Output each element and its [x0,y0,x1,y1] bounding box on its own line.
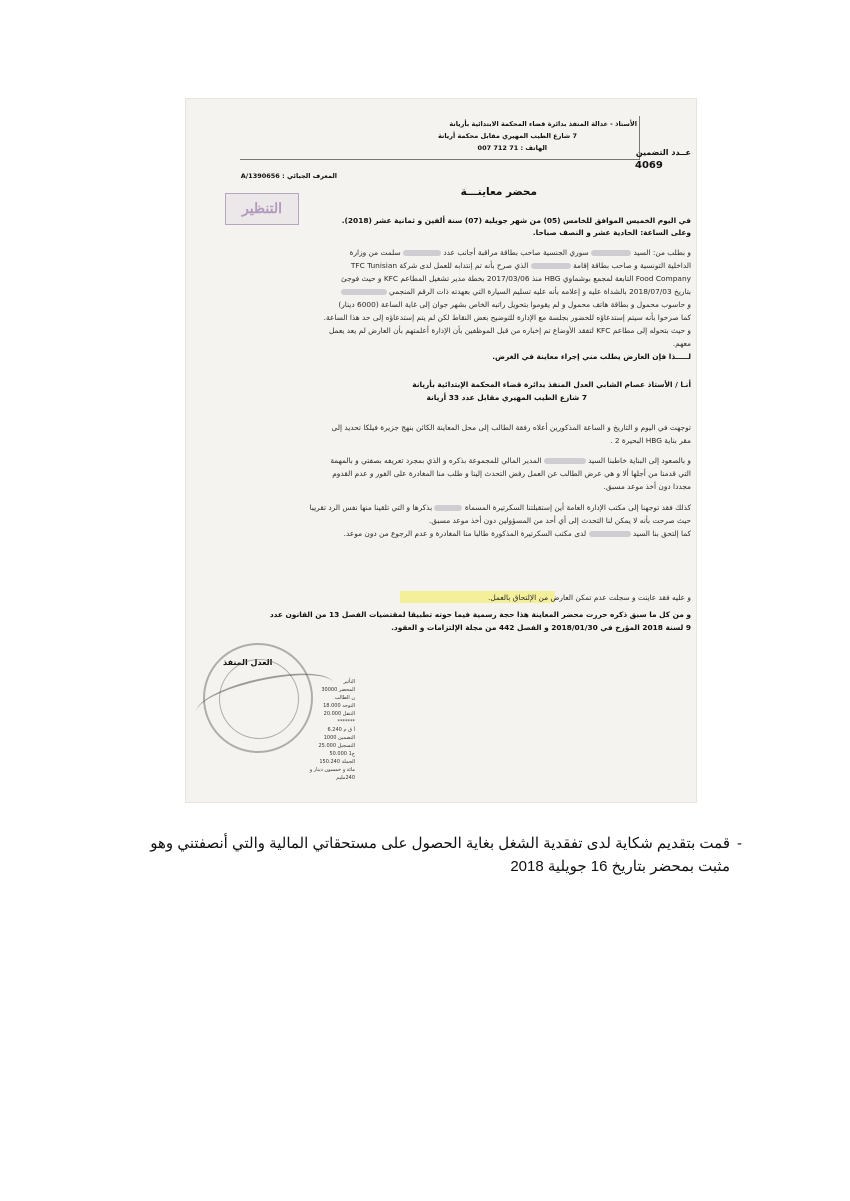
para-request-3: Food Company التابعة لمجمع بوشماوي HBG منذ 2017/03/06 بخطة مدير تشغيل المطاعم KFC و حيث فوجئ [341,274,691,283]
para-request-1: و بطلب من: السيد سوري الجنسية صاحب بطاقة مراقبة أجانب عدد سلمت من وزارة [349,248,691,257]
para-request-6: كما صرحوا بأنه سيتم إستدعاؤه للحضور بجلسة مع الإدارة للتوضيح بعض النقاط لكن لم يتم إستدعاؤه إلى حد هذا الساعة. [323,313,691,322]
signature-label: العدل المنفذ [223,658,273,667]
letterhead-line-2: 7 شارع الطيب المهيري مقابل محكمة أريانة [437,132,577,140]
fee-line: ن الطالب [334,695,355,701]
fee-line: التوجه 18.000 [323,703,355,709]
para-request-5: و حاسوب محمول و بطاقة هاتف محمول و لم يقوموا بتحويل راتبه الخاص بشهر جوان إلى غاية الساعة (6000 دينار) [338,300,691,309]
letterhead-line-3: الهاتف : 71 712 007 [477,144,547,152]
para-demand: لـــــذا فإن العارض يطلب مني إجراء معاينة في الغرض. [492,352,691,361]
fee-line: التسجيل 25.000 [318,743,355,749]
para-request-4: بتاريخ 2018/07/03 بالشداة عليه و إعلامه بأنه عليه تسليم السيارة التي بعهدته ذات الرقم المنجمي [341,287,691,296]
fee-line: الجملة 150.240 [319,759,355,765]
fee-line: التأثير [343,679,355,685]
para-finance-3: مجددا دون أخذ موعد مسبق. [603,482,691,491]
fee-line: ج1 50.000 [329,751,355,757]
bullet-dash: - [737,835,742,852]
para-request-2: الداخلية التونسية و صاحب بطاقة إقامة الذي صرح بأنه تم إنتدابه للعمل لدى شركة TFC Tunisian [350,261,691,270]
fee-line: أ ق م 6.240 [327,727,355,733]
document-title: محضر معاينـــة [460,186,537,198]
para-finance-1: و بالصعود إلى البناية خاطبنا السيد المدير المالي للمجموعة بذكره و الذي بمجرد تعريفه بصفتي و بالمهمة [330,456,691,465]
para-escort: كما إلتحق بنا السيد لدى مكتب السكرتيرة المذكورة طالبا منا المغادرة و عدم الرجوع من دون موعد. [343,529,691,538]
para-secretary-1: كذلك فقد توجهنا إلى مكتب الإدارة العامة أين إستقبلتنا السكرتيرة المسماة بذكرها و التي تلقينا منها نفس الرد تقريبا [309,503,691,512]
para-secretary-2: حيث صرحت بأنه لا يمكن لنا التحدث إلى أي أحد من المسؤولين دون أخذ موعد مسبق. [428,516,691,525]
para-finance-2: التي قدمنا من أجلها ألا و هي عرض الطالب عن العمل رفض التحدث إلينا و طلب منا المغادرة على الفور و عدم القدوم [332,469,691,478]
fee-line: التنقل 20.000 [323,711,355,717]
reg-number: 4069 [635,160,663,171]
para-time: وعلى الساعة: الحادية عشر و النصف صباحا. [532,228,691,237]
para-finding: و عليه فقد عاينت و سجلت عدم تمكن العارض من الإلتحاق بالعمل. [487,593,691,602]
fee-line: ******* [337,719,355,725]
scanned-document [185,98,697,803]
bullet-text: قمت بتقديم شكاية لدى تفقدية الشغل بغاية الحصول على مستحقاتي المالية والتي أنصفتني وهو مثبت بمحضر بتاريخ 16 جويلية 2018 [150,835,730,875]
bullet-item [118,832,742,878]
para-legal-2: 9 لسنة 2018 المؤرخ في 2018/01/30 و الفصل 442 من مجلة الإلتزامات و العقود. [391,623,691,632]
para-legal-1: و من كل ما سبق ذكره حررت محضر المعاينة هذا حجة رسمية فيما حوته تطبيقا لمقتضيات الفصل 13 من القانون عدد [269,610,691,619]
stamp: التنظير [225,193,299,225]
para-visit-2: مقر بناية HBG البحيرة 2 . [610,436,691,445]
fees-table [295,678,355,782]
para-date: في اليوم الخميس الموافق للخامس (05) من شهر جويلية (07) سنة ألفين و ثمانية عشر (2018). [341,216,691,225]
fee-line: المحضر 30000 [321,687,355,693]
fiscal-id: المعرف الجبائي : 1390656/A [240,172,337,180]
bailiff-line-1: أنـا / الأستاذ عصام الشابي العدل المنفذ بدائرة قضاء المحكمة الإبتدائية بأريانة [412,380,691,389]
reg-label: عــدد التضمين [635,148,691,157]
para-request-7: و حيث بتحوله إلى مطاعم KFC لتفقد الأوضاع تم إخباره من قبل الموظفين بأن الإدارة أعلمتهم بأن العارض لم يعد يعمل [328,326,691,335]
letterhead-line-1: الأستاذ - عدالة المنفذ بدائرة قضاء المحكمة الابتدائية بأريانة [449,120,637,128]
fee-line: مائة و خمسون دينار و 240مليم [309,767,355,781]
bailiff-line-2: 7 شارع الطيب المهيري مقابل عدد 33 أريانة [426,393,587,402]
fee-line: التضمين 1000 [323,735,355,741]
para-visit-1: توجهت في اليوم و التاريخ و الساعة المذكورين أعلاه رفقة الطالب إلى محل المعاينة الكائن بنهج جزيرة فيلكا تحديد إلى [331,423,691,432]
para-request-8: معهم. [672,339,691,348]
